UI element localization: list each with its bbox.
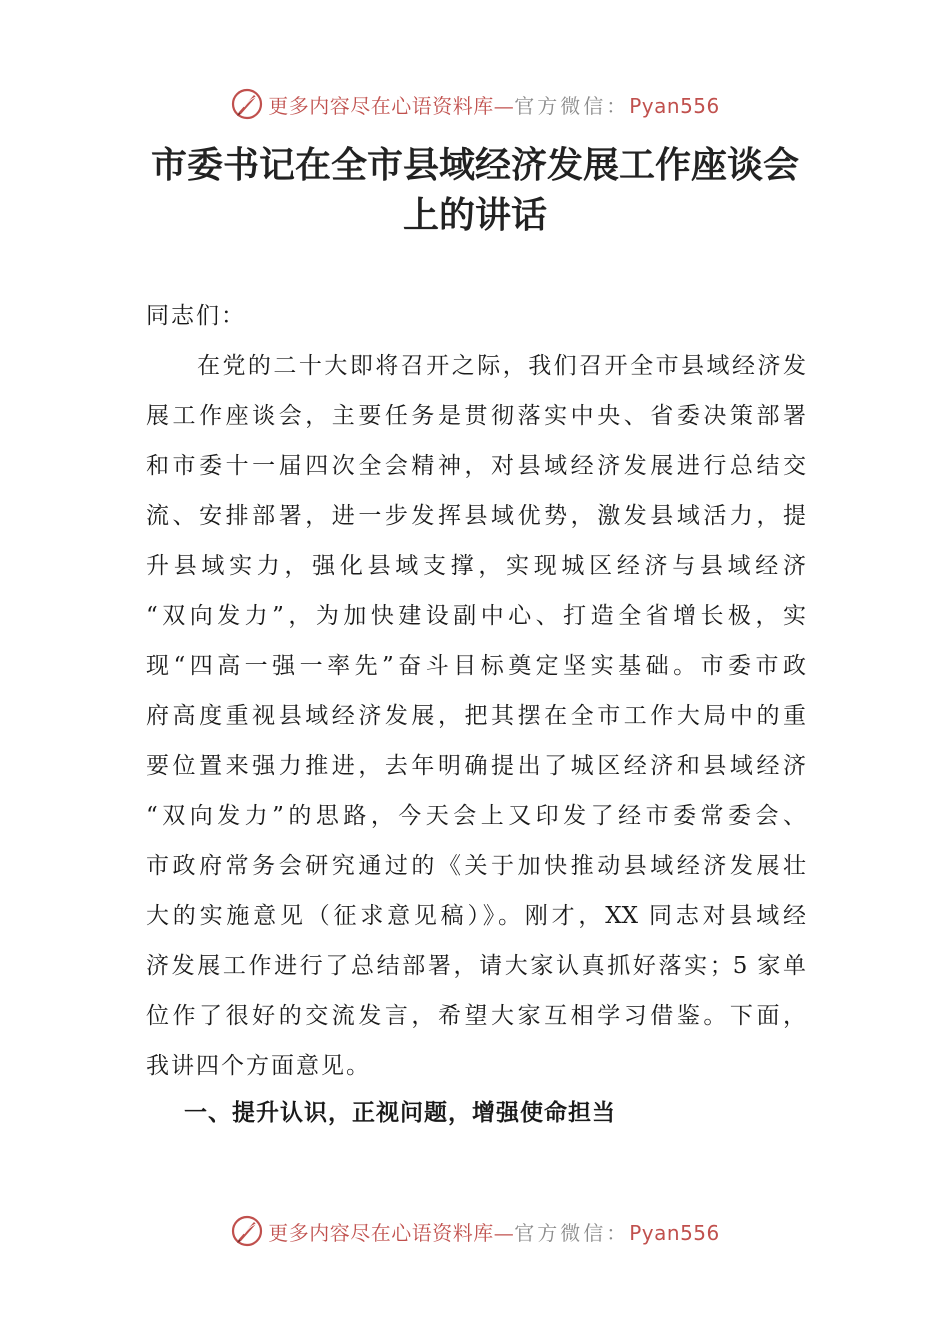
quill-pen-logo-icon xyxy=(230,87,264,121)
paragraph-line: 升县域实力，强化县域支撑，实现城区经济与县域经济 xyxy=(146,553,806,579)
banner-text xyxy=(268,90,720,119)
paragraph-line: 济发展工作进行了总结部署，请大家认真抓好落实；5 家单 xyxy=(146,953,806,979)
paragraph-line: “双向发力”，为加快建设副中心、打造全省增长极，实 xyxy=(146,603,806,629)
paragraph-line: 大的实施意见（征求意见稿）》。刚才，XX 同志对县域经 xyxy=(146,903,806,929)
paragraph-line: 要位置来强力推进，去年明确提出了城区经济和县域经济 xyxy=(146,753,806,779)
title-line-2: 上的讲话 xyxy=(402,194,547,236)
paragraph-line: 我讲四个方面意见。 xyxy=(146,1053,371,1079)
banner-separator: — xyxy=(493,93,515,118)
quill-pen-logo-icon xyxy=(230,1214,264,1248)
title-line-1: 市委书记在全市县域经济发展工作座谈会 xyxy=(150,144,799,186)
paragraph-line: 流、安排部署，进一步发挥县域优势，激发县域活力，提 xyxy=(146,503,806,529)
banner-text xyxy=(268,1217,720,1246)
paragraph-line: “双向发力”的思路，今天会上又印发了经市委常委会、 xyxy=(146,803,806,829)
document-title xyxy=(120,140,830,240)
paragraph-line: 在党的二十大即将召开之际，我们召开全市县域经济发 xyxy=(146,353,806,379)
paragraph-line: 和市委十一届四次全会精神，对县域经济发展进行总结交 xyxy=(146,453,806,479)
bottom-watermark-banner xyxy=(0,1211,950,1251)
top-watermark-banner xyxy=(0,84,950,124)
banner-brand: 更多内容尽在心语资料库 xyxy=(268,93,494,118)
banner-wechat-id: Pyan556 xyxy=(629,1220,720,1245)
banner-label: 官方微信： xyxy=(514,93,630,118)
section-heading: 一、提升认识，正视问题，增强使命担当 xyxy=(184,1100,616,1126)
paragraph-line: 位作了很好的交流发言，希望大家互相学习借鉴。下面， xyxy=(146,1003,806,1029)
paragraph-line: 府高度重视县域经济发展，把其摆在全市工作大局中的重 xyxy=(146,703,806,729)
paragraph-line: 市政府常务会研究通过的《关于加快推动县域经济发展壮 xyxy=(146,853,806,879)
banner-brand: 更多内容尽在心语资料库 xyxy=(268,1220,494,1245)
banner-label: 官方微信： xyxy=(514,1220,630,1245)
salutation: 同志们： xyxy=(146,303,246,329)
paragraph-line: 展工作座谈会，主要任务是贯彻落实中央、省委决策部署 xyxy=(146,403,806,429)
paragraph-line: 现“四高一强一率先”奋斗目标奠定坚实基础。市委市政 xyxy=(146,653,806,679)
banner-wechat-id: Pyan556 xyxy=(629,93,720,118)
banner-separator: — xyxy=(493,1220,515,1245)
